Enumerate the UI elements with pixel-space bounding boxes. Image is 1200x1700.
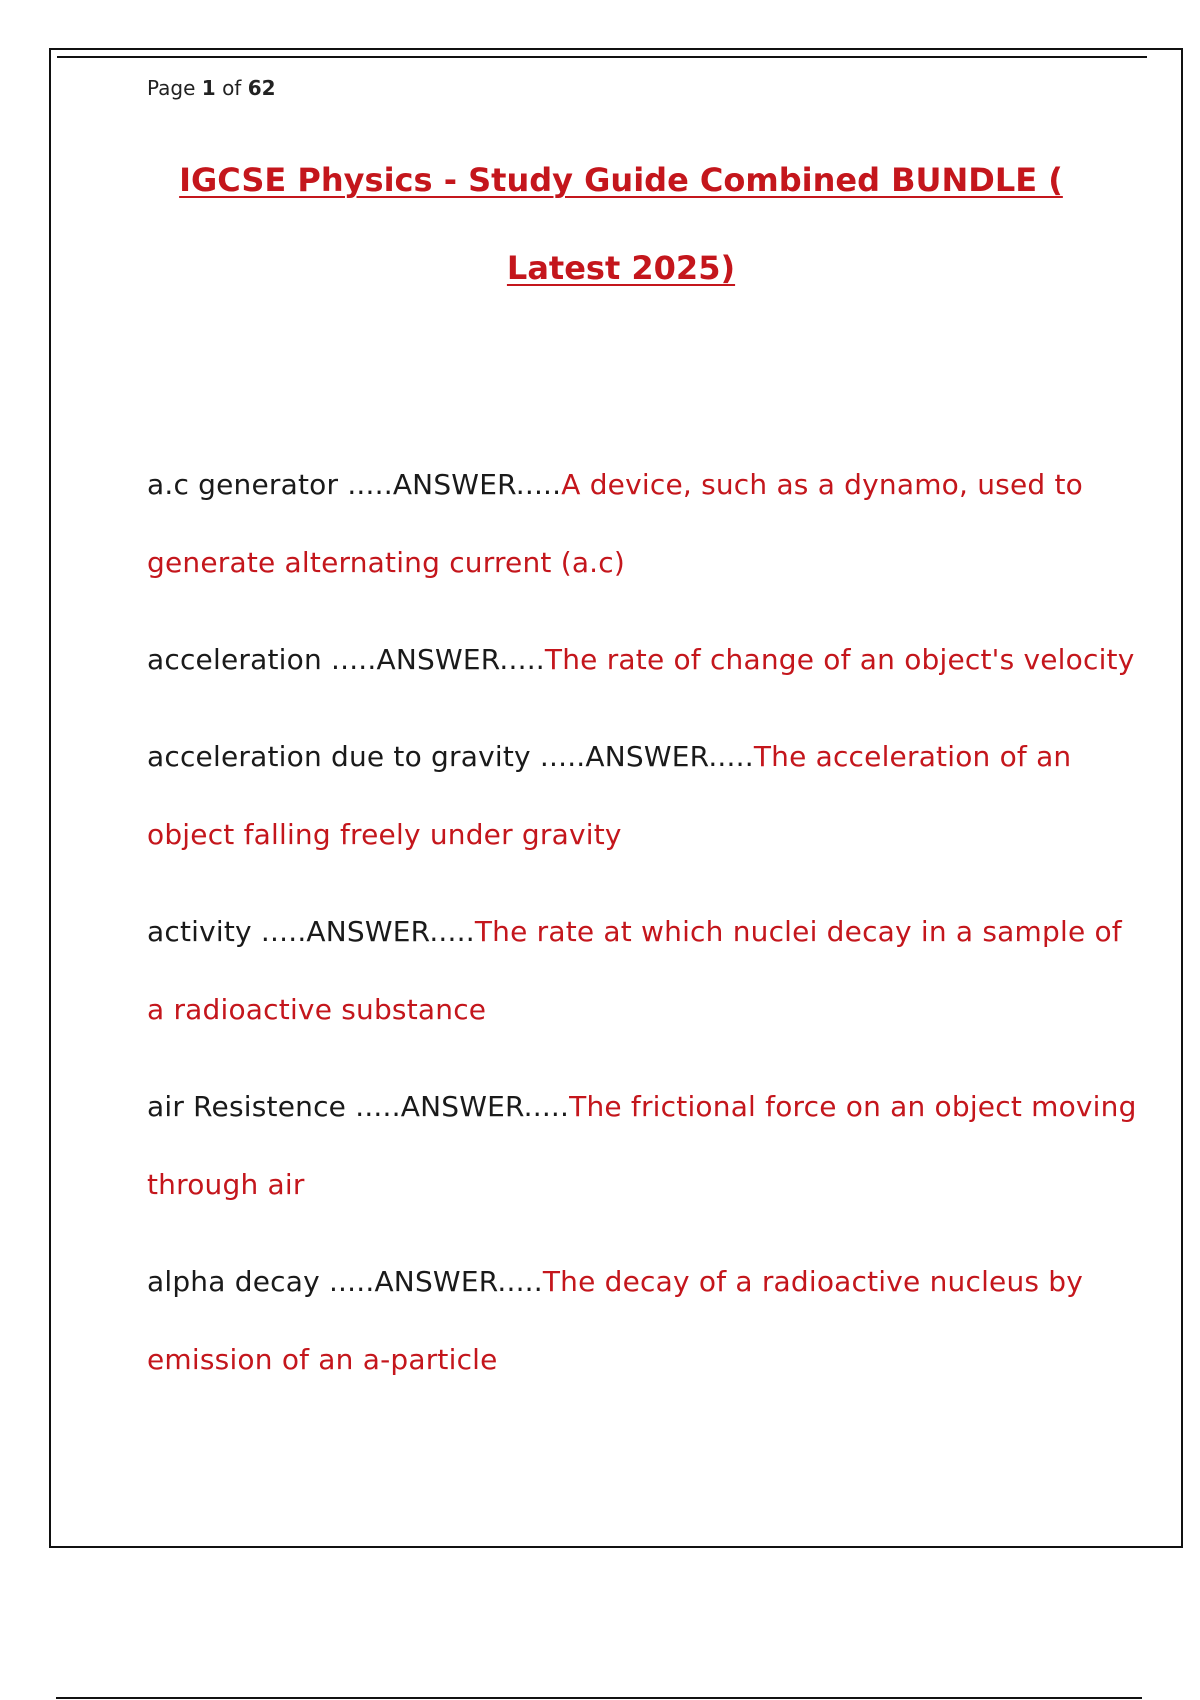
document-title: IGCSE Physics - Study Guide Combined BUNDLE ( Latest 2025) xyxy=(179,161,1063,287)
answer-separator: .....ANSWER..... xyxy=(260,915,475,948)
entry-definition: The acceleration of an object falling freely under gravity xyxy=(147,740,1072,851)
entry-definition: A device, such as a dynamo, used to generate alternating current (a.c) xyxy=(147,468,1083,579)
glossary-entry xyxy=(147,1243,1137,1399)
glossary-entry xyxy=(147,621,1137,699)
entry-definition: The rate of change of an object's velocity xyxy=(544,643,1135,676)
answer-separator: .....ANSWER..... xyxy=(539,740,754,773)
entry-term: air Resistence xyxy=(147,1090,347,1123)
page-counter xyxy=(147,76,276,100)
document-page xyxy=(49,48,1183,1548)
answer-separator: .....ANSWER..... xyxy=(347,468,562,501)
entry-definition: The rate at which nuclei decay in a sample of a radioactive substance xyxy=(147,915,1122,1026)
total-pages: 62 xyxy=(247,76,276,100)
entry-definition: The decay of a radioactive nucleus by emission of an a-particle xyxy=(147,1265,1084,1376)
answer-separator: .....ANSWER..... xyxy=(331,643,545,676)
glossary-entry xyxy=(147,893,1137,1049)
entry-term: acceleration xyxy=(147,643,322,676)
entry-definition: The frictional force on an object moving through air xyxy=(147,1090,1137,1201)
bottom-rule xyxy=(56,1697,1142,1699)
glossary-entry xyxy=(147,718,1137,874)
entry-term: a.c generator xyxy=(147,468,339,501)
entry-term: activity xyxy=(147,915,252,948)
glossary-entry xyxy=(147,1068,1137,1224)
of-label: of xyxy=(222,76,242,100)
current-page: 1 xyxy=(201,76,216,100)
entry-term: alpha decay xyxy=(147,1265,320,1298)
top-rule xyxy=(57,56,1147,58)
answer-separator: .....ANSWER..... xyxy=(355,1090,570,1123)
page-label: Page xyxy=(147,76,196,100)
entry-term: acceleration due to gravity xyxy=(147,740,531,773)
glossary-entry xyxy=(147,446,1137,602)
glossary-list xyxy=(147,446,1137,1418)
answer-separator: .....ANSWER..... xyxy=(328,1265,543,1298)
